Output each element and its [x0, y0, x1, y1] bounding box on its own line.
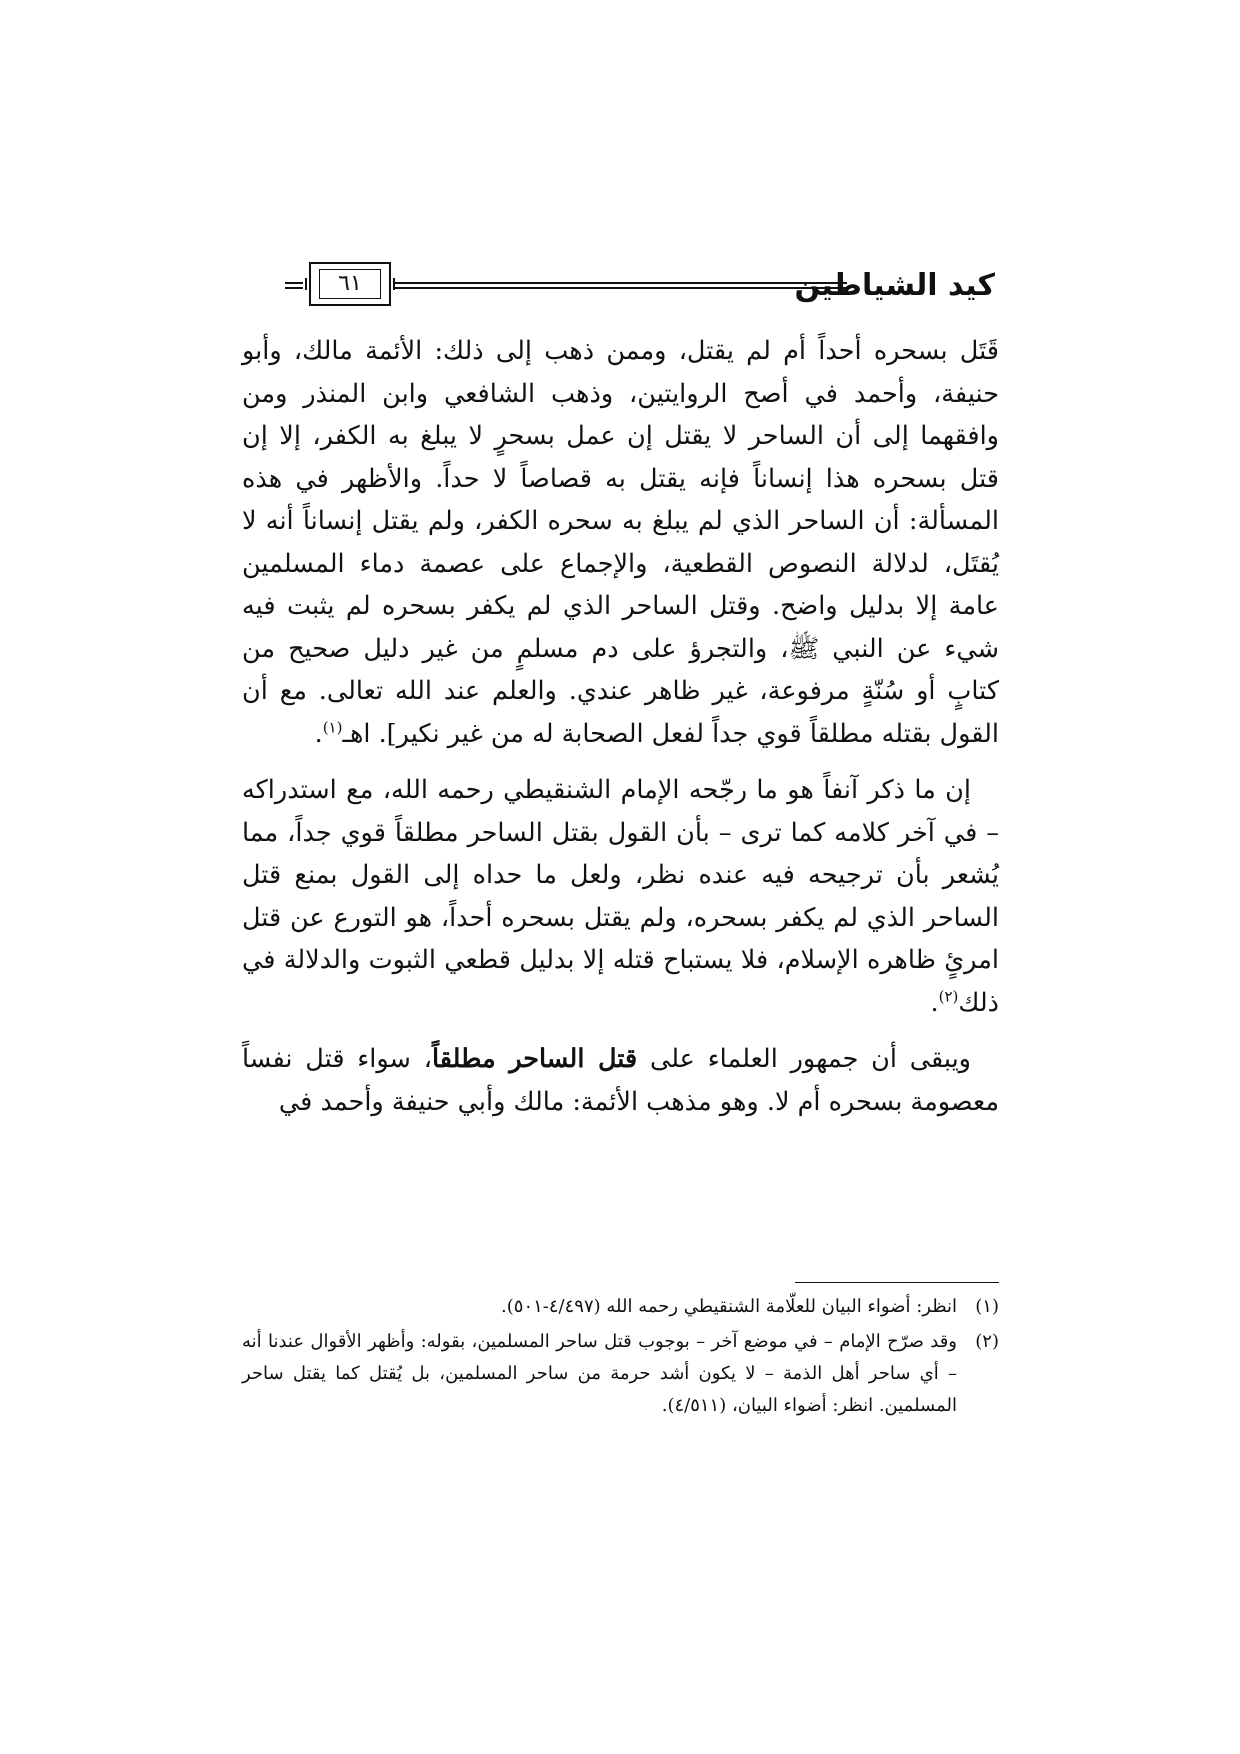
paragraph-3-text-start: ويبقى أن جمهور العلماء على: [637, 1044, 971, 1074]
paragraph-3-text-end: ، سواء قتل نفساً معصومة بسحره أم لا. وهو مذهب الأئمة: مالك وأبي حنيفة وأحمد في: [242, 1044, 999, 1117]
main-text: [242, 330, 999, 1123]
footnote: [242, 1326, 999, 1422]
footnote: [242, 1291, 999, 1323]
paragraph-2: إن ما ذكر آنفاً هو ما رجّحه الإمام الشنقيطي رحمه الله، مع استدراكه – في آخر كلامه كما ترى – بأن القول بقتل الساحر مطلقاً قوي جداً، مما يُشعر بأن ترجيحه فيه عنده نظر، ولعل ما حداه إلى القول بمنع قتل الساحر الذي لم يكفر بسحره، ولم يقتل بسحره أحداً، هو التورع عن قتل امرئٍ ظاهره الإسلام، فلا يستباح قتله إلا بدليل قطعي الثبوت والدلالة في ذلك$^{(٢)}$.: [242, 775, 999, 1018]
page-header: [285, 262, 995, 322]
footnote-ref-2: (٢): [938, 987, 959, 1005]
footnote-text: انظر: أضواء البيان للعلّامة الشنقيطي رحمه الله (٤/٤٩٧-٥٠١).: [501, 1296, 957, 1317]
footnote-number: (٢): [975, 1331, 999, 1352]
page-number-frame: [309, 262, 391, 306]
header-rule-end: [285, 282, 303, 289]
footnotes: [242, 1291, 999, 1425]
footnote-number: (١): [975, 1296, 999, 1317]
footnote-separator: [795, 1282, 999, 1283]
paragraph-1: قَتَل بسحره أحداً أم لم يقتل، وممن ذهب إلى ذلك: الأئمة مالك، وأبو حنيفة، وأحمد في أصح الروايتين، وذهب الشافعي وابن المنذر ومن وافقهما إلى أن الساحر لا يقتل إن عمل بسحرٍ لا يبلغ به الكفر، إلا إن قتل بسحره هذا إنساناً فإنه يقتل به قصاصاً لا حداً. والأظهر في هذه المسألة: أن الساحر الذي لم يبلغ به سحره الكفر، ولم يقتل إنساناً أنه لا يُقتَل، لدلالة النصوص القطعية، والإجماع على عصمة دماء المسلمين عامة إلا بدليل واضح. وقتل الساحر الذي لم يكفر بسحره لم يثبت فيه شيء عن النبي ﷺ، والتجرؤ على دم مسلمٍ من غير دليل صحيح من كتابٍ أو سُنّةٍ مرفوعة، غير ظاهر عندي. والعلم عند الله تعالى. مع أن القول بقتله مطلقاً قوي جداً لفعل الصحابة له من غير نكير]. اهـ$^{(١)}$.: [242, 336, 999, 749]
header-rule: [395, 282, 847, 289]
paragraph-2-text: إن ما ذكر آنفاً هو ما رجّحه الإمام الشنقيطي رحمه الله، مع استدراكه – في آخر كلامه كما ترى – بأن القول بقتل الساحر مطلقاً قوي جداً، مما يُشعر بأن ترجيحه فيه عنده نظر، ولعل ما حداه إلى القول بمنع قتل الساحر الذي لم يكفر بسحره، ولم يقتل بسحره أحداً، هو التورع عن قتل امرئٍ ظاهره الإسلام، فلا يستباح قتله إلا بدليل قطعي الثبوت والدلالة في ذلك: [242, 775, 999, 1018]
paragraph-1-text: قَتَل بسحره أحداً أم لم يقتل، وممن ذهب إلى ذلك: الأئمة مالك، وأبو حنيفة، وأحمد في أصح الروايتين، وذهب الشافعي وابن المنذر ومن وافقهما إلى أن الساحر لا يقتل إن عمل بسحرٍ لا يبلغ به الكفر، إلا إن قتل بسحره هذا إنساناً فإنه يقتل به قصاصاً لا حداً. والأظهر في هذه المسألة: أن الساحر الذي لم يبلغ به سحره الكفر، ولم يقتل إنساناً أنه لا يُقتَل، لدلالة النصوص القطعية، والإجماع على عصمة دماء المسلمين عامة إلا بدليل واضح. وقتل الساحر الذي لم يكفر بسحره لم يثبت فيه شيء عن النبي ﷺ، والتجرؤ على دم مسلمٍ من غير دليل صحيح من كتابٍ أو سُنّةٍ مرفوعة، غير ظاهر عندي. والعلم عند الله تعالى. مع أن القول بقتله مطلقاً قوي جداً لفعل الصحابة له من غير نكير]. اهـ: [242, 336, 999, 749]
paragraph-3-emphasis: قتل الساحر مطلقاً: [431, 1044, 638, 1074]
page-number: ٦١: [338, 271, 362, 296]
running-title: كيد الشياطين: [794, 268, 995, 303]
paragraph-3: [242, 1038, 999, 1123]
footnote-ref-1: (١): [322, 718, 343, 736]
footnote-text: وقد صرّح الإمام – في موضع آخر – بوجوب قتل ساحر المسلمين، بقوله: وأظهر الأقوال عندنا أنه – أي ساحر أهل الذمة – لا يكون أشد حرمة من ساحر المسلمين، بل يُقتل كما يقتل ساحر المسلمين. انظر: أضواء البيان، (٤/٥١١).: [242, 1331, 957, 1416]
